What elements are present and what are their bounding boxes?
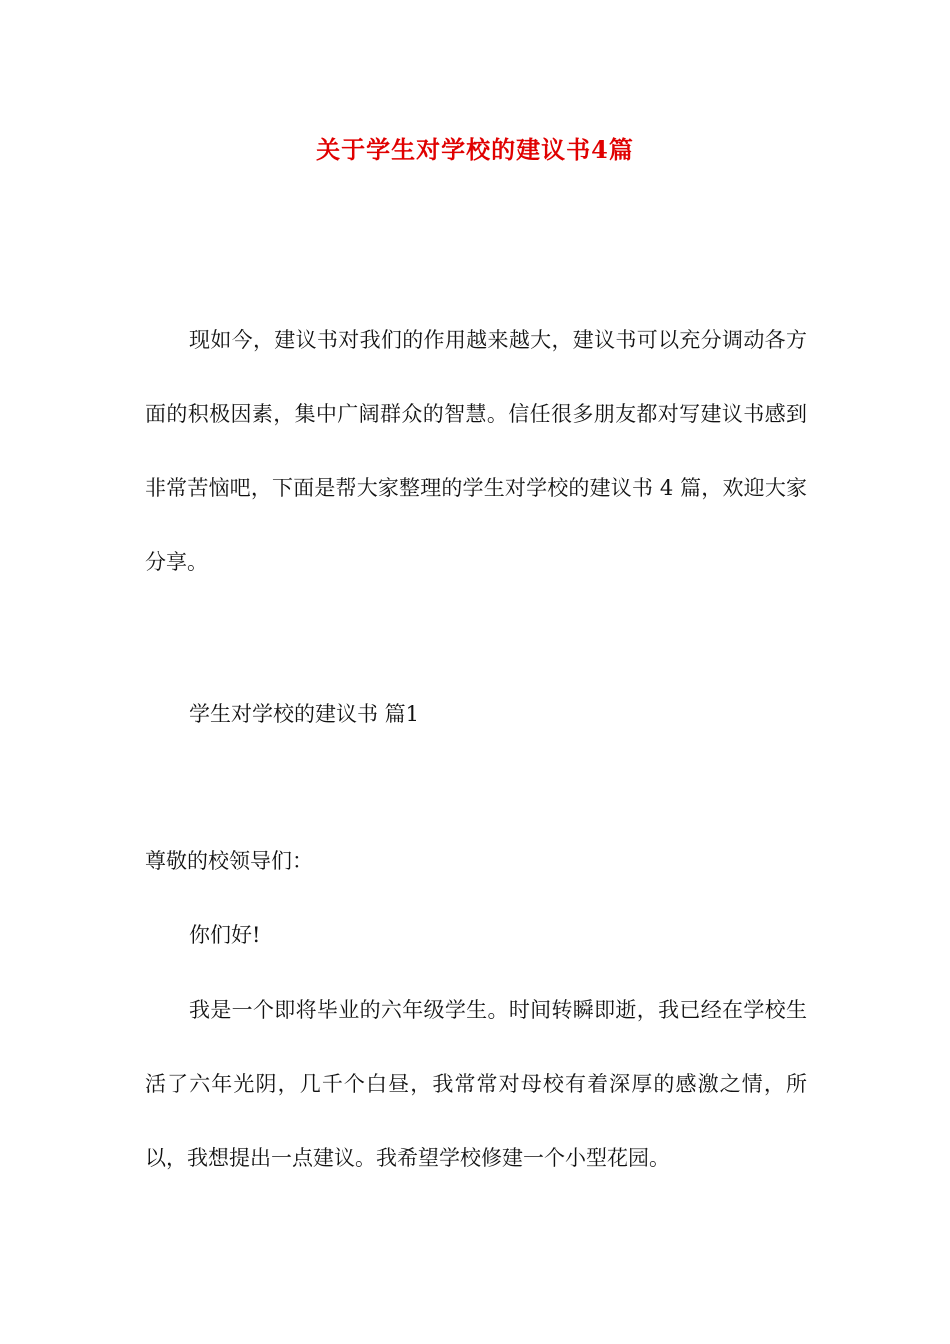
section-heading: 学生对学校的建议书 篇1 bbox=[189, 702, 420, 726]
greeting: 你们好! bbox=[189, 923, 261, 947]
body-paragraph: 我是一个即将毕业的六年级学生。时间转瞬即逝，我已经在学校生活了六年光阴，几千个白昼，我常常对母校有着深厚的感激之情，所以，我想提出一点建议。我希望学校修建一个小型花园。 bbox=[145, 998, 807, 1170]
document-title: 关于学生对学校的建议书4篇 bbox=[316, 135, 634, 164]
intro-paragraph: 现如今，建议书对我们的作用越来越大，建议书可以充分调动各方面的积极因素，集中广阔群众的智慧。信任很多朋友都对写建议书感到非常苦恼吧，下面是帮大家整理的学生对学校的建议书 4 篇，欢迎大家分享。 bbox=[145, 328, 807, 574]
salutation: 尊敬的校领导们： bbox=[145, 849, 313, 873]
